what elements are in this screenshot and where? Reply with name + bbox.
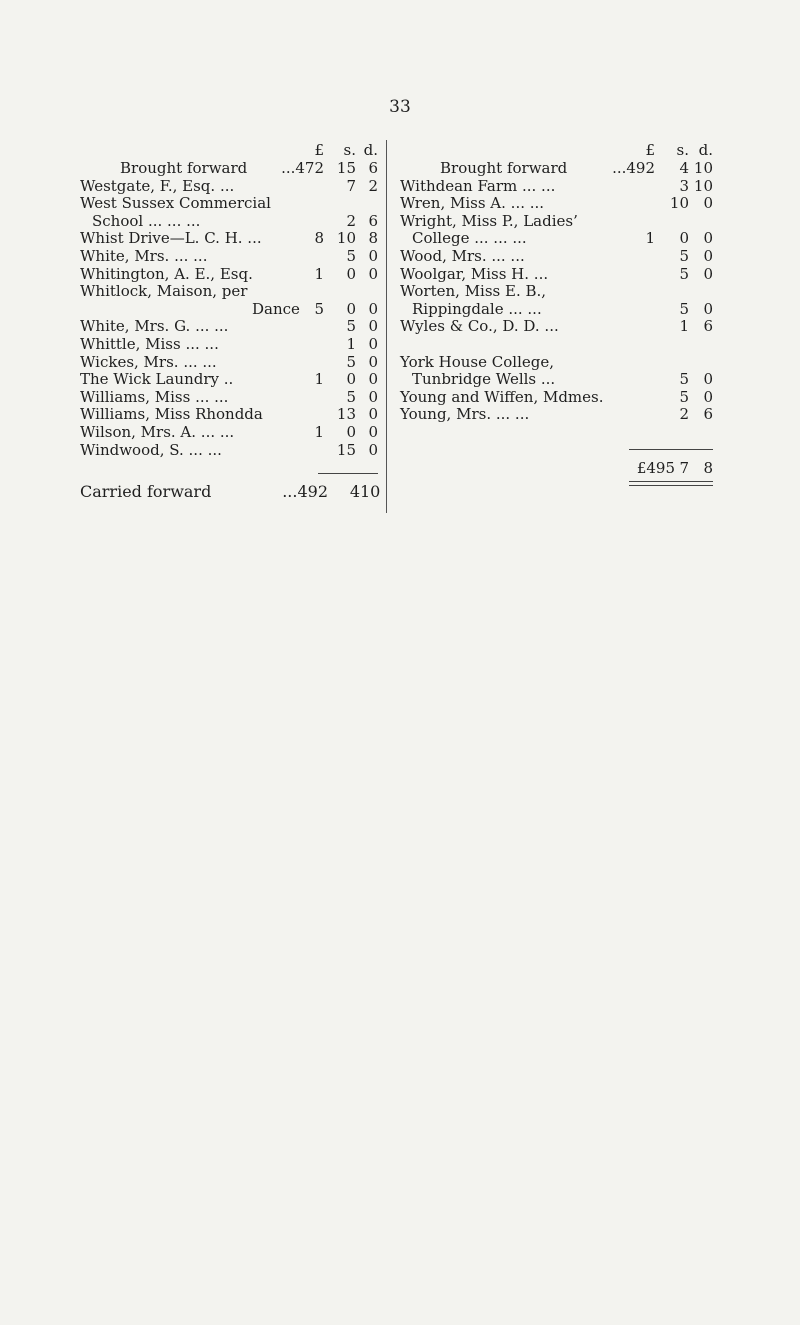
entry-pounds: 1 (314, 264, 324, 283)
ledger-row (80, 406, 378, 424)
entry-shillings: 5 (346, 317, 356, 336)
ledger-row (400, 213, 713, 231)
ledger-row (80, 178, 378, 196)
right-entries (400, 160, 713, 424)
entry-description: White, Mrs. G. ... ... (80, 317, 229, 336)
entry-description: Brought forward (120, 159, 248, 177)
ledger-row (80, 266, 378, 284)
ledger-row (80, 301, 378, 319)
entry-shillings: 5 (679, 387, 689, 406)
ledger-row (80, 283, 378, 301)
column-divider (386, 140, 387, 513)
ledger-row (400, 354, 713, 372)
header-pence: d. (363, 141, 378, 159)
entry-description: Dance (252, 299, 300, 318)
entry-pounds: ...472 (281, 159, 324, 177)
entry-description: Worten, Miss E. B., (400, 282, 547, 301)
total-block (400, 456, 713, 480)
entry-pence: 8 (368, 229, 378, 248)
entry-pence: 0 (368, 422, 378, 441)
page-number: 33 (389, 97, 411, 117)
entry-pounds: 1 (314, 422, 324, 441)
entry-description: Young and Wiffen, Mdmes. (400, 387, 604, 406)
entry-pence: 6 (368, 211, 378, 230)
entry-description: Woolgar, Miss H. ... (400, 264, 549, 283)
header-shillings: s. (676, 141, 689, 159)
entry-pence: 6 (703, 405, 713, 424)
ledger-row (80, 354, 378, 372)
ledger-row (400, 266, 713, 284)
entry-shillings: 7 (346, 176, 356, 195)
entry-description: White, Mrs. ... ... (80, 246, 208, 265)
ledger-row (400, 283, 713, 301)
entry-shillings: 5 (679, 264, 689, 283)
entry-description: Wright, Miss P., Ladies’ (400, 211, 578, 230)
ledger-row (80, 336, 378, 354)
entry-pence: 0 (703, 194, 713, 213)
entry-description: Wyles & Co., D. D. ... (400, 317, 559, 336)
entry-pounds: 1 (645, 229, 655, 248)
header-shillings: s. (343, 141, 356, 159)
entry-description: The Wick Laundry .. (80, 370, 234, 389)
total-shillings: 7 (679, 459, 689, 477)
entry-pence: 0 (368, 440, 378, 459)
entry-shillings: 15 (336, 159, 356, 177)
entry-description: Wood, Mrs. ... ... (400, 246, 525, 265)
entry-description: Whittle, Miss ... ... (80, 334, 219, 353)
entry-shillings: 0 (346, 264, 356, 283)
entry-pence: 0 (368, 387, 378, 406)
ledger-row (400, 389, 713, 407)
entry-pounds: 1 (314, 370, 324, 389)
entry-shillings: 1 (346, 334, 356, 353)
right-column (400, 140, 713, 424)
entry-pence: 10 (693, 176, 713, 195)
entry-pounds: ...492 (612, 159, 655, 177)
entry-shillings: 5 (679, 370, 689, 389)
column-header (80, 140, 378, 160)
entry-shillings: 5 (679, 299, 689, 318)
entry-description: Tunbridge Wells ... (412, 370, 556, 389)
entry-description: Brought forward (440, 159, 568, 177)
header-pounds: £ (645, 141, 655, 159)
entry-description: Whist Drive—L. C. H. ... (80, 229, 262, 248)
entry-shillings: 10 (336, 229, 356, 248)
entry-pence: 0 (368, 264, 378, 283)
entry-description: Young, Mrs. ... ... (400, 405, 530, 424)
header-pounds: £ (314, 141, 324, 159)
header-pence: d. (698, 141, 713, 159)
ledger-row (400, 160, 713, 178)
total-pence: 8 (703, 459, 713, 477)
ledger-row (400, 301, 713, 319)
entry-shillings: 2 (346, 211, 356, 230)
entry-pence: 2 (368, 176, 378, 195)
entry-description: Windwood, S. ... ... (80, 440, 222, 459)
ledger-row (400, 371, 713, 389)
entry-pence: 0 (368, 246, 378, 265)
entry-description: West Sussex Commercial (80, 194, 271, 213)
entry-description: Whitington, A. E., Esq. (80, 264, 253, 283)
ledger-row (400, 195, 713, 213)
total-pounds: £495 (636, 459, 675, 477)
ledger-row (80, 213, 378, 231)
carried-forward-pounds: ...492 (282, 482, 328, 501)
entry-shillings: 3 (679, 176, 689, 195)
entry-shillings: 15 (336, 440, 356, 459)
entry-pence: 0 (703, 387, 713, 406)
entry-description: Westgate, F., Esq. ... (80, 176, 235, 195)
entry-pence: 0 (368, 299, 378, 318)
entry-pence: 0 (368, 405, 378, 424)
entry-description: York House College, (400, 352, 554, 371)
entry-shillings: 0 (346, 370, 356, 389)
entry-pence: 10 (693, 159, 713, 177)
entry-description: Williams, Miss Rhondda (80, 405, 263, 424)
entry-pence: 0 (703, 264, 713, 283)
entry-shillings: 0 (346, 422, 356, 441)
ledger-row (80, 318, 378, 336)
entry-shillings: 0 (679, 229, 689, 248)
total-row (400, 456, 713, 480)
entry-shillings: 1 (679, 317, 689, 336)
entry-description: College ... ... ... (412, 229, 527, 248)
entry-pence: 0 (703, 246, 713, 265)
entry-pence: 0 (703, 370, 713, 389)
carried-forward-label: Carried forward (80, 482, 212, 501)
ledger-row (80, 389, 378, 407)
ledger-row (80, 442, 378, 460)
entry-pence: 0 (703, 229, 713, 248)
carried-forward-shillings: 4 (349, 482, 360, 501)
entry-shillings: 2 (679, 405, 689, 424)
ledger-row (80, 424, 378, 442)
total-rule-top (629, 449, 713, 450)
entry-pence: 0 (368, 352, 378, 371)
entry-description: School ... ... ... (92, 211, 201, 230)
entry-description: Wickes, Mrs. ... ... (80, 352, 217, 371)
ledger-row (400, 406, 713, 424)
entry-pounds: 5 (314, 299, 324, 318)
entry-description: Williams, Miss ... ... (80, 387, 229, 406)
entry-shillings: 4 (679, 159, 689, 177)
entry-shillings: 10 (669, 194, 689, 213)
entry-shillings: 13 (336, 405, 356, 424)
ledger-row (80, 230, 378, 248)
entry-description: Withdean Farm ... ... (400, 176, 556, 195)
carried-forward-pence: 10 (360, 482, 381, 501)
left-entries (80, 160, 378, 459)
ledger-row (80, 160, 378, 178)
entry-pence: 6 (368, 159, 378, 177)
carried-forward-row (80, 482, 381, 502)
entry-pounds: 8 (314, 229, 324, 248)
ledger-row (400, 336, 713, 354)
ledger-row (80, 248, 378, 266)
entry-pence: 0 (368, 317, 378, 336)
entry-shillings: 5 (346, 352, 356, 371)
column-header (400, 140, 713, 160)
entry-description: Whitlock, Maison, per (80, 282, 248, 301)
ledger-row (80, 195, 378, 213)
entry-description: Wilson, Mrs. A. ... ... (80, 422, 235, 441)
ledger-row (400, 178, 713, 196)
entry-shillings: 5 (346, 387, 356, 406)
ledger-row (400, 248, 713, 266)
total-rule-double (629, 481, 713, 486)
ledger-row (80, 371, 378, 389)
entry-shillings: 5 (346, 246, 356, 265)
ledger-row (400, 318, 713, 336)
entry-pence: 0 (368, 370, 378, 389)
entry-pence: 6 (703, 317, 713, 336)
entry-pence: 0 (368, 334, 378, 353)
entry-description: Rippingdale ... ... (412, 299, 542, 318)
entry-description: Wren, Miss A. ... ... (400, 194, 545, 213)
entry-pence: 0 (703, 299, 713, 318)
entry-shillings: 0 (346, 299, 356, 318)
left-subtotal-rule (318, 473, 378, 474)
ledger-row (400, 230, 713, 248)
entry-shillings: 5 (679, 246, 689, 265)
left-column (80, 140, 378, 459)
